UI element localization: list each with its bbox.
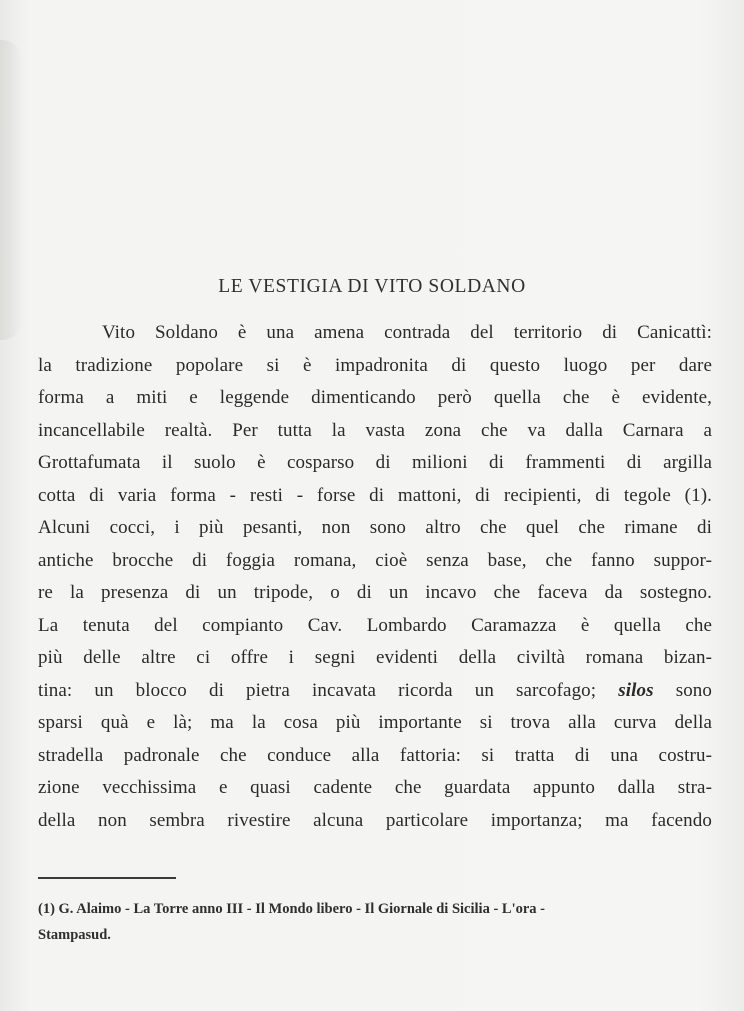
text-line-13: sparsi quà e là; ma la cosa più importante si trova alla curva della	[38, 712, 712, 733]
text-line-12-tail: sono	[675, 679, 712, 701]
footnote-line-1: (1) G. Alaimo - La Torre anno III - Il Mondo libero - Il Giornale di Sicilia - L'ora -	[38, 901, 545, 917]
footnote-line-2: Stampasud.	[38, 927, 111, 943]
text-line-10: La tenuta del compianto Cav. Lombardo Caramazza è quella che	[38, 614, 712, 636]
text-line-1: Vito Soldano è una amena contrada del territorio di Canicattì:	[102, 322, 712, 343]
text-line-12-main: tina: un blocco di pietra incavata ricorda un sarcofago;	[38, 679, 597, 701]
text-line-9: re la presenza di un tripode, o di un incavo che faceva da sostegno.	[38, 582, 712, 603]
text-line-11: più delle altre ci offre i segni evidenti della civiltà romana bizan-	[38, 647, 712, 668]
text-line-15: zione vecchissima e quasi cadente che guardata appunto dalla stra-	[38, 777, 712, 798]
text-line-16: della non sembra rivestire alcuna particolare importanza; ma facendo	[38, 809, 712, 831]
text-line-8: antiche brocche di foggia romana, cioè senza base, che fanno suppor-	[38, 549, 712, 571]
text-line-2: la tradizione popolare si è impadronita di questo luogo per dare	[38, 354, 712, 376]
text-line-12-italic: silos	[618, 679, 654, 701]
text-line-3: forma a miti e leggende dimenticando però quella che è evidente,	[38, 387, 712, 408]
footnote-divider	[38, 877, 176, 879]
text-line-4: incancellabile realtà. Per tutta la vasta zona che va dalla Carnara a	[38, 419, 712, 441]
footnote	[38, 896, 712, 948]
text-line-5: Grottafumata il suolo è cosparso di milioni di frammenti di argilla	[38, 452, 712, 473]
document-title: LE VESTIGIA DI VITO SOLDANO	[218, 276, 526, 297]
text-line-7: Alcuni cocci, i più pesanti, non sono altro che quel che rimane di	[38, 517, 712, 538]
text-line-14: stradella padronale che conduce alla fattoria: si tratta di una costru-	[38, 744, 712, 766]
text-line-12	[38, 675, 712, 708]
text-line-6: cotta di varia forma - resti - forse di mattoni, di recipienti, di tegole (1).	[38, 484, 712, 506]
body-text	[38, 317, 712, 837]
